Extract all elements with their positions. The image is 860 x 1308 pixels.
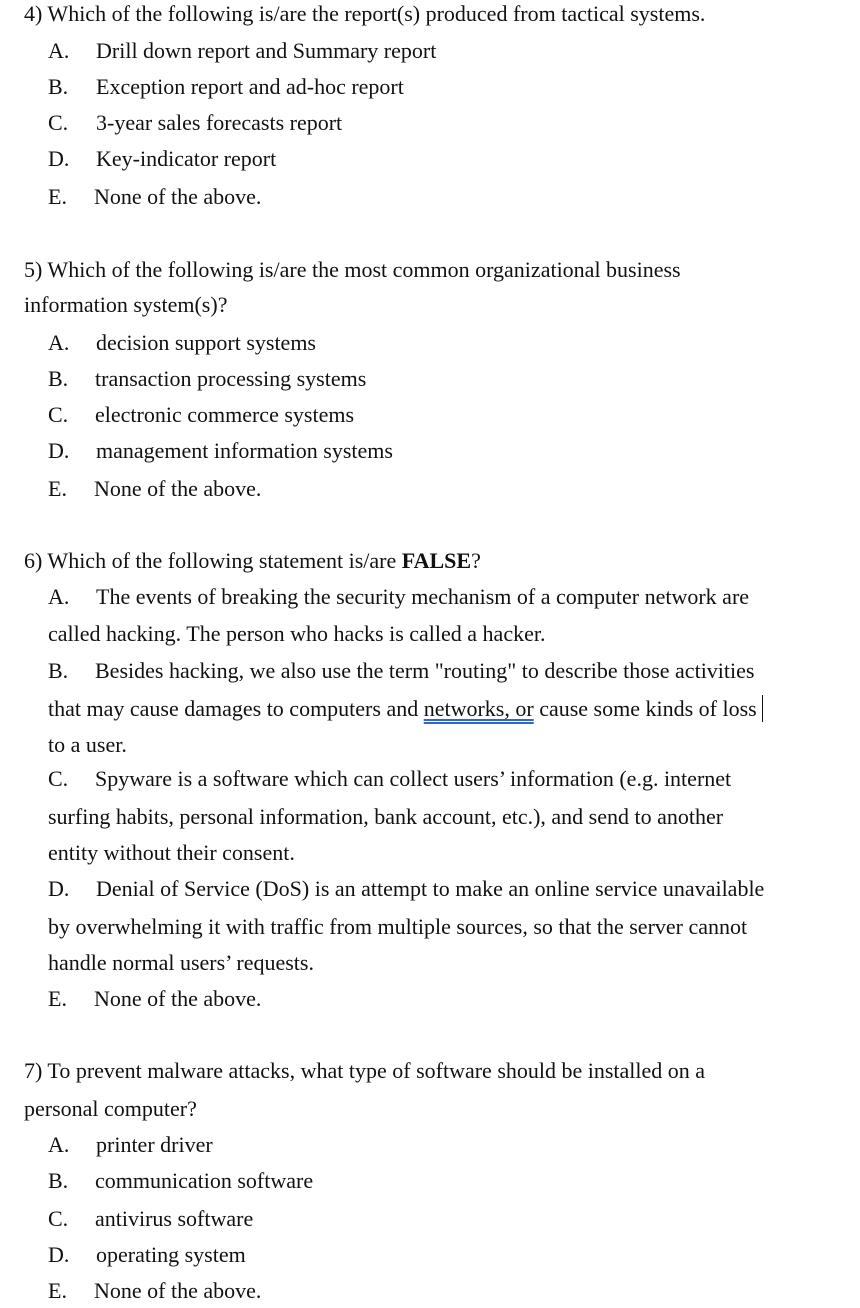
option-text: electronic commerce systems — [95, 402, 355, 427]
option-letter: E. — [48, 986, 67, 1011]
option-text: Drill down report and Summary report — [96, 38, 437, 63]
option-letter: B. — [48, 366, 69, 391]
question-6-option-a-line-2: called hacking. The person who hacks is called a hacker. — [48, 621, 546, 646]
option-letter: B. — [48, 74, 69, 99]
option-letter: C. — [48, 1206, 69, 1231]
question-4-option-a — [48, 37, 436, 65]
question-5-option-a — [48, 329, 316, 357]
question-6-stem-emphasis: FALSE — [401, 548, 472, 573]
question-6-stem — [24, 547, 481, 575]
question-6-option-a-line-1 — [48, 583, 749, 611]
option-text: 3-year sales forecasts report — [96, 110, 343, 135]
option-text: Exception report and ad-hoc report — [96, 74, 404, 99]
option-letter: C. — [48, 766, 69, 791]
option-text: None of the above. — [94, 476, 262, 501]
option-text: None of the above. — [94, 986, 262, 1011]
question-6-option-b-line-3: to a user. — [48, 732, 127, 757]
option-text: management information systems — [96, 438, 393, 463]
question-5-stem-line-2: information system(s)? — [24, 292, 228, 317]
question-4-option-c — [48, 109, 342, 137]
option-letter: C. — [48, 110, 69, 135]
option-text: Key-indicator report — [96, 146, 277, 171]
question-6-option-c-line-3: entity without their consent. — [48, 840, 295, 865]
question-7-option-c — [48, 1205, 253, 1233]
question-6-option-b-line-1 — [48, 657, 754, 685]
option-letter: E. — [48, 184, 67, 209]
grammar-marked-text[interactable]: networks, or — [423, 696, 534, 721]
option-letter: B. — [48, 658, 69, 683]
question-5-option-c — [48, 401, 354, 429]
option-letter: D. — [48, 146, 70, 171]
question-4-option-d — [48, 145, 276, 173]
question-7-option-a — [48, 1131, 213, 1159]
option-text: printer driver — [96, 1132, 213, 1157]
option-letter: A. — [48, 38, 70, 63]
question-6-stem-text: 6) Which of the following statement is/are — [24, 548, 402, 573]
option-letter: A. — [48, 584, 70, 609]
option-text: communication software — [95, 1168, 314, 1193]
question-6-option-d-line-2: by overwhelming it with traffic from multiple sources, so that the server cannot — [48, 914, 748, 939]
question-7-option-e — [48, 1277, 261, 1305]
option-letter: D. — [48, 876, 70, 901]
question-6-option-b-line-2 — [48, 695, 763, 723]
option-text: Denial of Service (DoS) is an attempt to make an online service unavailable — [96, 876, 765, 901]
option-letter: E. — [48, 476, 67, 501]
question-7-stem-line-2: personal computer? — [24, 1096, 197, 1121]
option-letter: C. — [48, 402, 69, 427]
question-6-option-d-line-1 — [48, 875, 764, 903]
option-letter: A. — [48, 1132, 70, 1157]
question-6-option-c-line-2: surfing habits, personal information, bank account, etc.), and send to another — [48, 804, 724, 829]
option-letter: A. — [48, 330, 70, 355]
option-text: Spyware is a software which can collect users’ information (e.g. internet — [95, 766, 732, 791]
question-5-option-d — [48, 437, 393, 465]
question-5-option-e — [48, 475, 261, 503]
question-6-stem-end: ? — [471, 548, 481, 573]
option-letter: B. — [48, 1168, 69, 1193]
option-text: Besides hacking, we also use the term "routing" to describe those activities — [95, 658, 755, 683]
option-text: The events of breaking the security mechanism of a computer network are — [96, 584, 750, 609]
question-6-option-d-line-3: handle normal users’ requests. — [48, 950, 314, 975]
question-4-option-b — [48, 73, 404, 101]
question-5-option-b — [48, 365, 366, 393]
option-text: transaction processing systems — [95, 366, 367, 391]
option-text: cause some kinds of loss — [533, 696, 757, 721]
question-7-option-b — [48, 1167, 313, 1195]
option-text: that may cause damages to computers and — [48, 696, 424, 721]
option-text: antivirus software — [95, 1206, 254, 1231]
question-4-stem: 4) Which of the following is/are the report(s) produced from tactical systems. — [24, 1, 706, 26]
option-text: operating system — [96, 1242, 246, 1267]
question-7-stem-line-1: 7) To prevent malware attacks, what type of software should be installed on a — [24, 1058, 706, 1083]
option-letter: D. — [48, 1242, 70, 1267]
option-text: None of the above. — [94, 184, 262, 209]
text-cursor — [762, 695, 764, 722]
option-letter: D. — [48, 438, 70, 463]
question-5-stem-line-1: 5) Which of the following is/are the most common organizational business — [24, 257, 681, 282]
option-text: decision support systems — [96, 330, 316, 355]
question-6-option-c-line-1 — [48, 765, 731, 793]
question-4-option-e — [48, 183, 261, 211]
question-6-option-e — [48, 985, 261, 1013]
option-letter: E. — [48, 1278, 67, 1303]
question-7-option-d — [48, 1241, 246, 1269]
option-text: None of the above. — [94, 1278, 262, 1303]
